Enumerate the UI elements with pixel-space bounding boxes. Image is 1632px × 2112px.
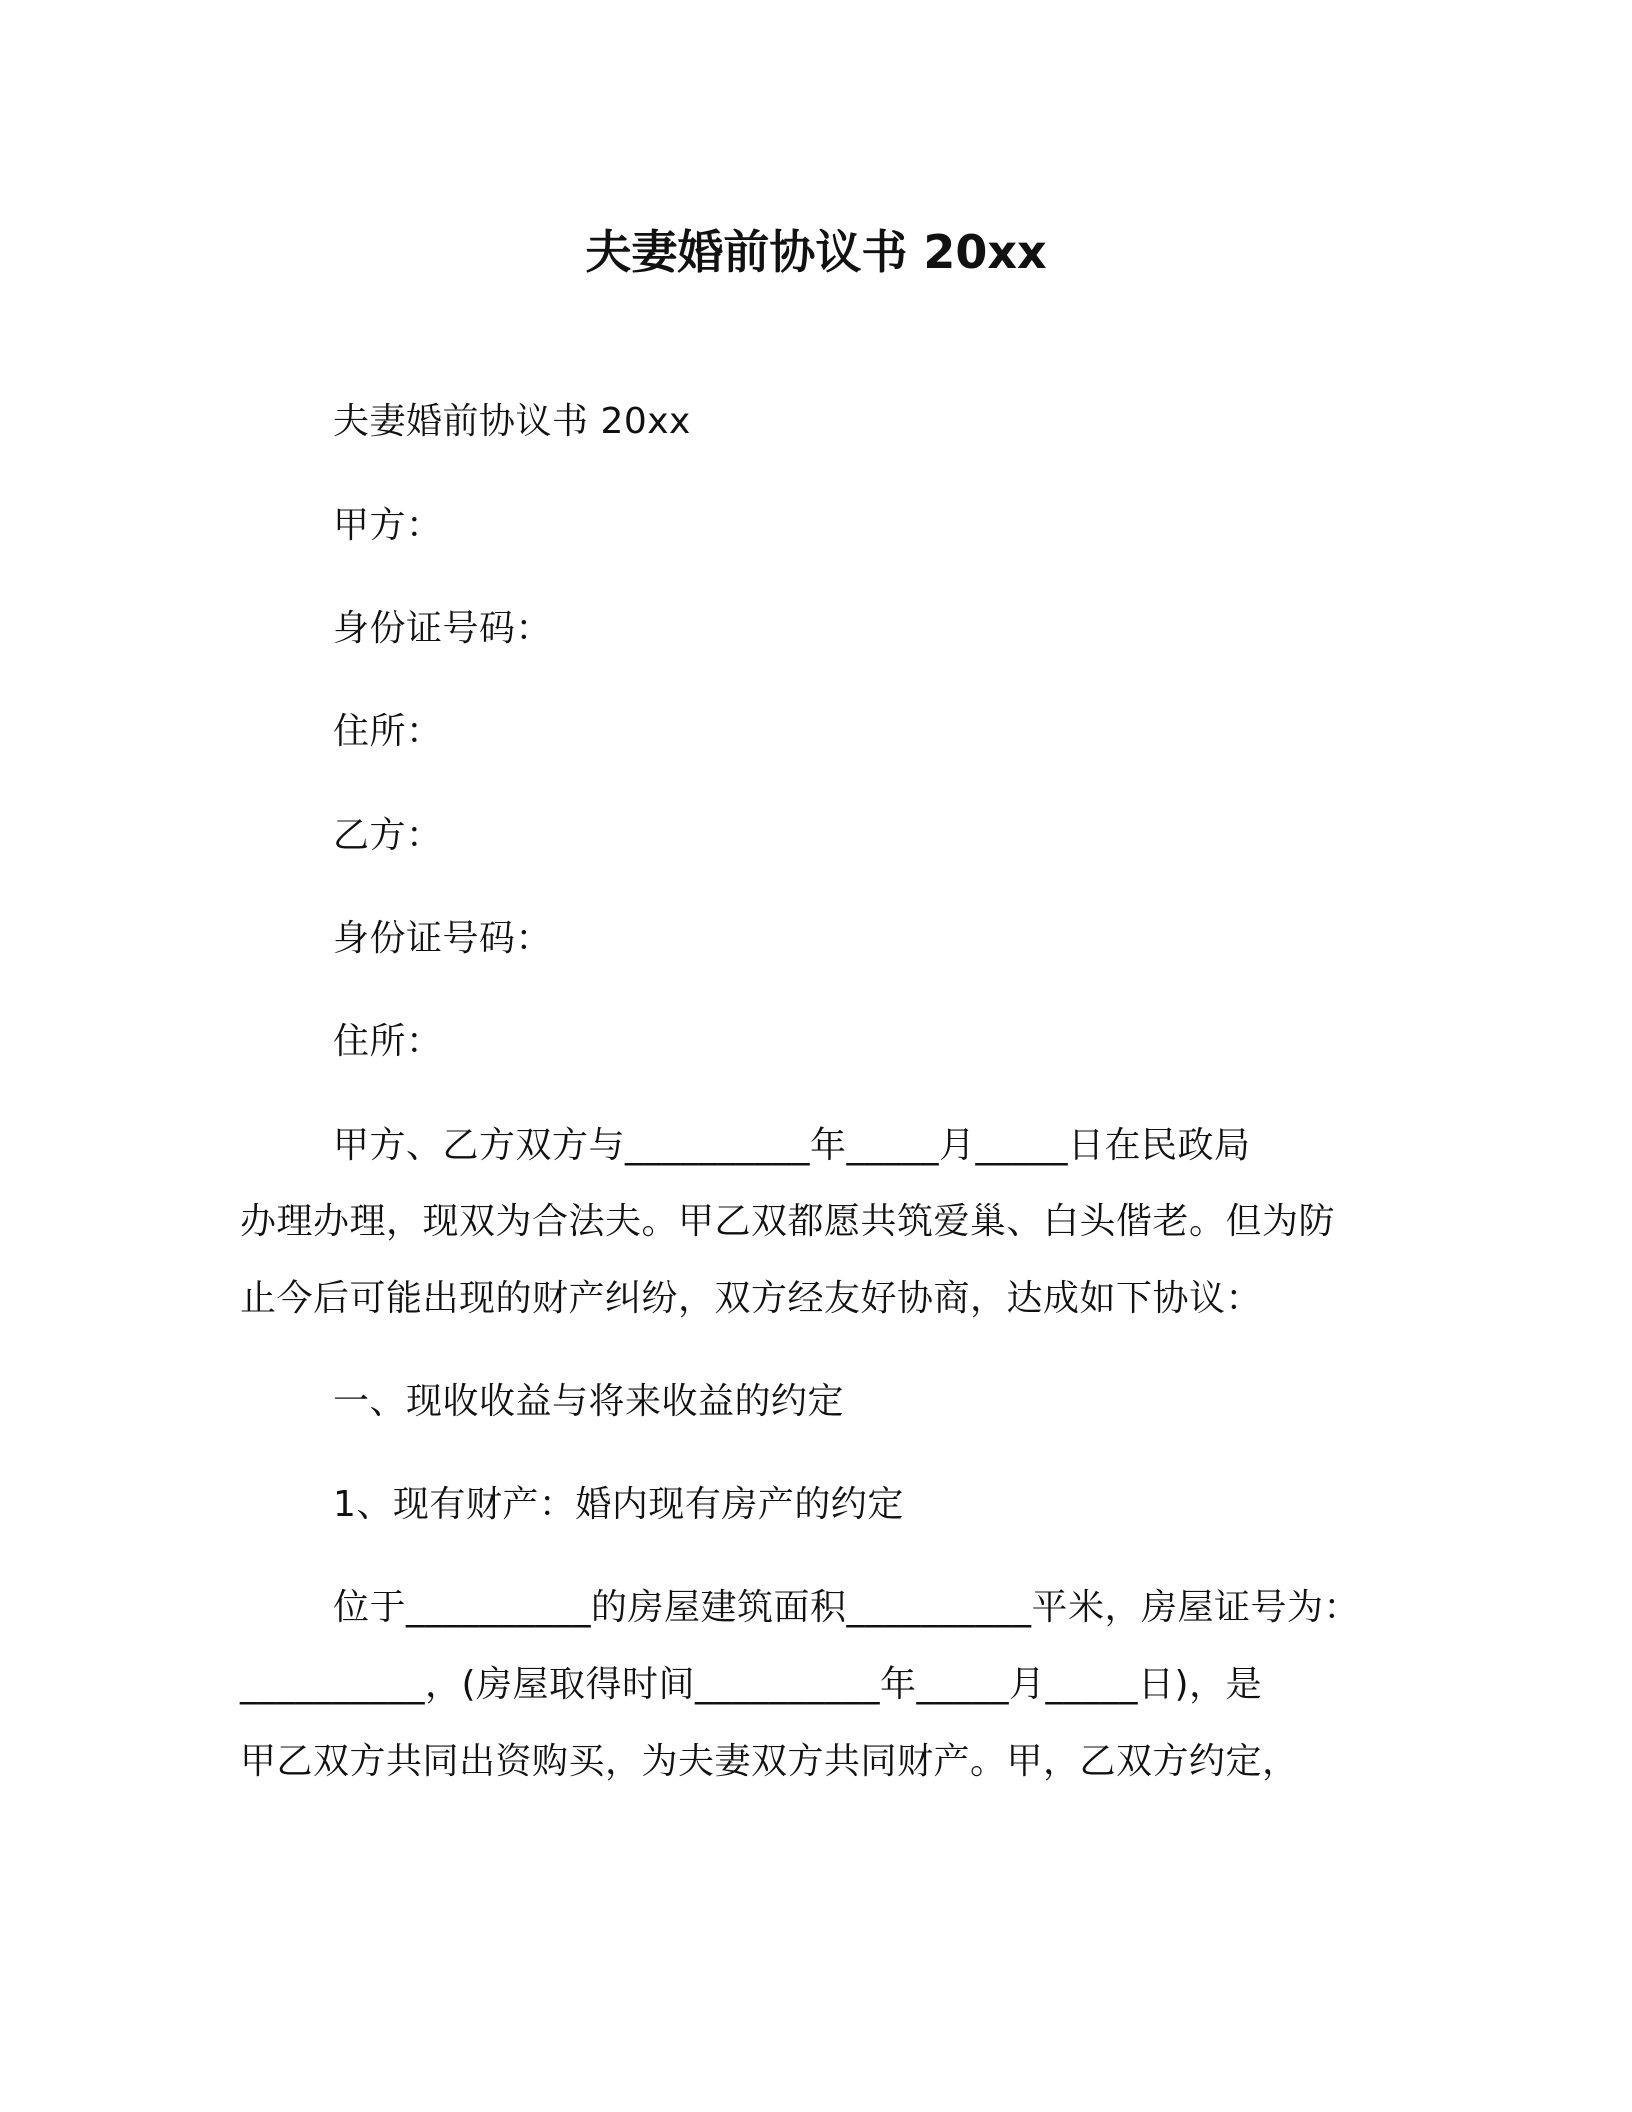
paragraph-line: 止今后可能出现的财产纠纷，双方经友好协商，达成如下协议：: [240, 1278, 1263, 1319]
party-a-address-label: 住所：: [333, 711, 443, 752]
paragraph-line: 办理办理，现双为合法夫。甲乙双都愿共筑爱巢、白头偕老。但为防: [240, 1201, 1336, 1242]
subsection-heading: 1、现有财产：婚内现有房产的约定: [333, 1484, 904, 1525]
party-b-address-label: 住所：: [333, 1021, 443, 1062]
paragraph-line: 甲乙双方共同出资购买，为夫妻双方共同财产。甲，乙双方约定，: [240, 1741, 1299, 1782]
section-heading: 一、现收收益与将来收益的约定: [333, 1381, 845, 1422]
paragraph-line: __________，(房屋取得时间__________年_____月_____日)，是: [240, 1664, 1263, 1705]
document-title: 夫妻婚前协议书 20xx: [585, 225, 1047, 279]
party-b-label: 乙方：: [333, 815, 443, 856]
party-b-id-label: 身份证号码：: [333, 918, 553, 959]
doc-heading-line: 夫妻婚前协议书 20xx: [333, 401, 691, 442]
party-a-id-label: 身份证号码：: [333, 608, 553, 649]
paragraph-line: 位于__________的房屋建筑面积__________平米，房屋证号为：: [333, 1587, 1361, 1628]
paragraph-line: 甲方、乙方双方与__________年_____月_____日在民政局: [333, 1125, 1251, 1166]
party-a-label: 甲方：: [333, 505, 443, 546]
